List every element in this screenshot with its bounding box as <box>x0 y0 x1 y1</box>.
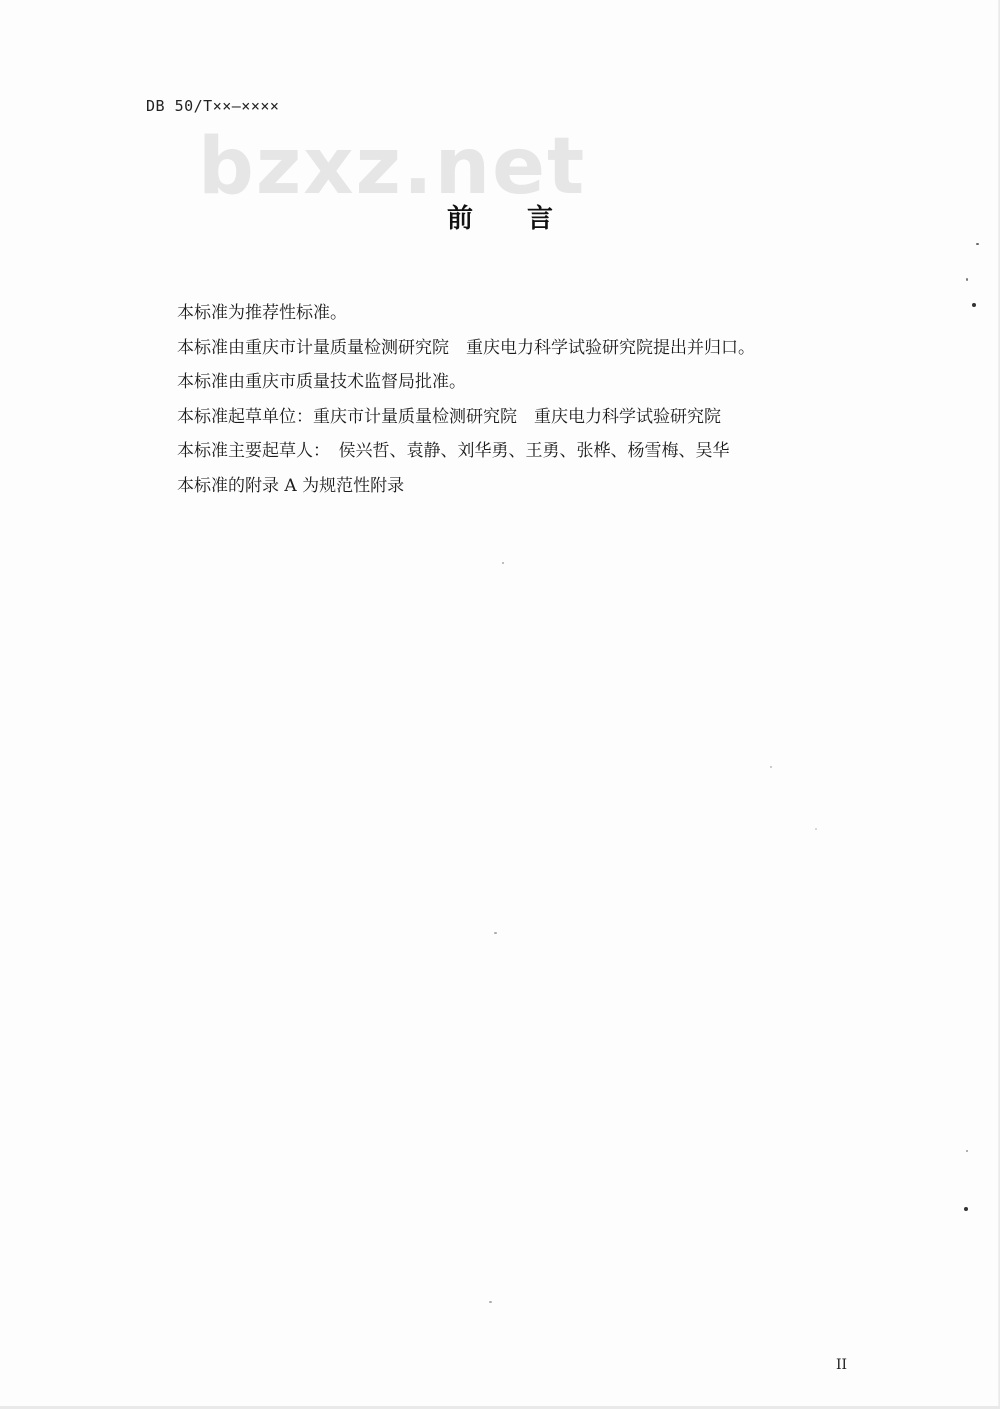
scan-speck <box>966 1150 968 1152</box>
foreword-line: 本标准为推荐性标准。 <box>177 303 347 323</box>
scan-speck <box>502 562 504 564</box>
page-number: II <box>836 1357 848 1373</box>
scan-speck <box>966 278 968 281</box>
page-title: 前言 <box>446 204 607 234</box>
document-code: DB 50/T××—×××× <box>146 97 280 115</box>
foreword-list <box>177 296 755 503</box>
foreword-line: 本标准的附录 A 为规范性附录 <box>177 475 405 496</box>
foreword-line: 本标准起草单位：重庆市计量质量检测研究院 重庆电力科学试验研究院 <box>177 406 721 427</box>
foreword-line: 本标准由重庆市质量技术监督局批准。 <box>177 372 466 392</box>
scan-speck <box>489 1301 492 1303</box>
watermark: bzxz.net <box>198 122 587 212</box>
scan-speck <box>976 243 979 245</box>
scan-speck <box>964 1207 968 1211</box>
scan-speck <box>815 828 817 830</box>
foreword-line: 本标准由重庆市计量质量检测研究院 重庆电力科学试验研究院提出并归口。 <box>177 337 755 358</box>
scan-speck <box>972 303 976 307</box>
foreword-line: 本标准主要起草人： 侯兴哲、袁静、刘华勇、王勇、张桦、杨雪梅、吴华 <box>177 441 730 461</box>
scan-speck <box>770 766 772 768</box>
scan-speck <box>494 932 497 934</box>
